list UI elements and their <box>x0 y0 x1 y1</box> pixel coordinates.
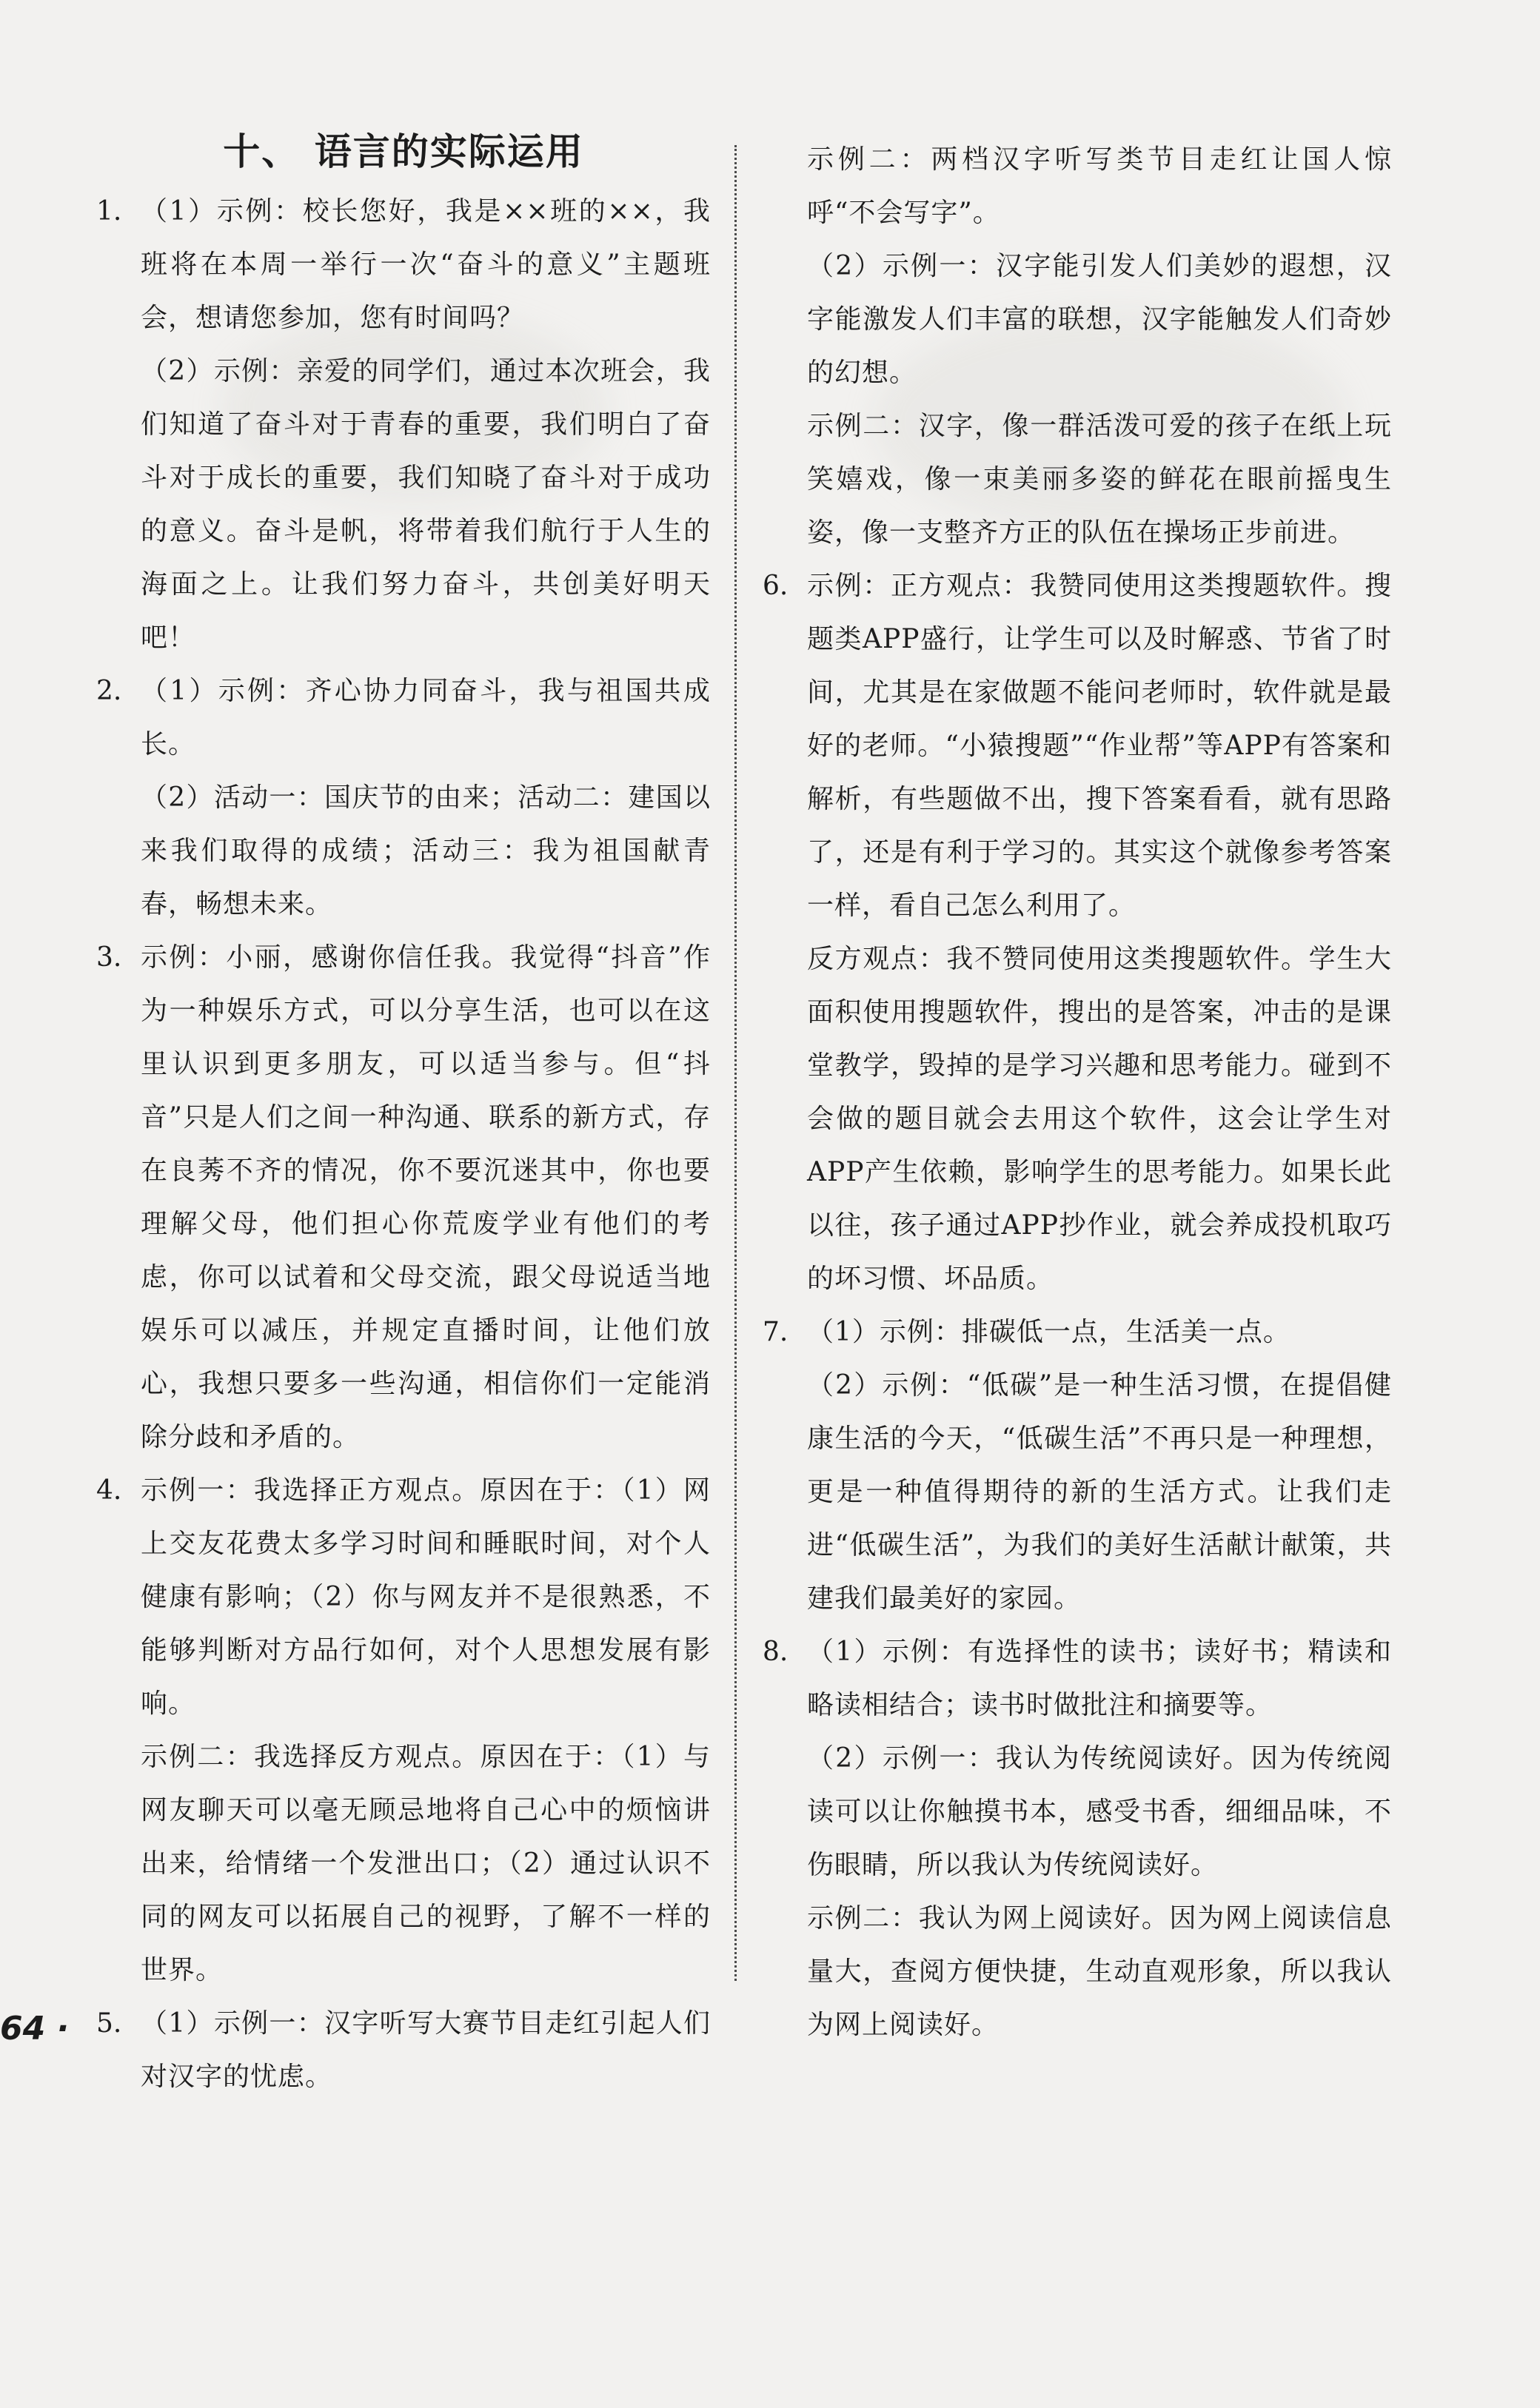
item-number: 5. <box>96 2008 122 2039</box>
answer-paragraph: （1）示例一：汉字听写大赛节目走红引起人们对汉字的忧虑。 <box>141 2008 711 2092</box>
answer-item-5-continued <box>763 133 1392 560</box>
column-divider <box>734 145 737 1981</box>
answer-item-6 <box>763 560 1392 1306</box>
page-number: 64 · <box>0 2010 70 2048</box>
answer-paragraph: 反方观点：我不赞同使用这类搜题软件。学生大面积使用搜题软件，搜出的是答案，冲击的是课堂教学，毁掉的是学习兴趣和思考能力。碰到不会做的题目就会去用这个软件，这会让学生对APP产生依赖，影响学生的思考能力。如果长此以往，孩子通过APP抄作业，就会养成投机取巧的坏习惯、坏品质。 <box>807 944 1392 1294</box>
left-column <box>96 126 711 2104</box>
answer-paragraph: （1）示例：排碳低一点，生活美一点。 <box>807 1317 1290 1347</box>
answer-item-7 <box>763 1306 1392 1626</box>
item-number: 4. <box>96 1475 122 1506</box>
answer-paragraph: 示例一：我选择正方观点。原因在于：（1）网上交友花费太多学习时间和睡眠时间，对个人健康有影响；（2）你与网友并不是很熟悉，不能够判断对方品行如何，对个人思想发展有影响。 <box>141 1475 711 1719</box>
answer-paragraph: 示例二：汉字，像一群活泼可爱的孩子在纸上玩笑嬉戏，像一束美丽多姿的鲜花在眼前摇曳生姿，像一支整齐方正的队伍在操场正步前进。 <box>807 411 1392 548</box>
answer-item-1 <box>96 185 711 665</box>
answer-paragraph: （2）示例一：汉字能引发人们美妙的遐想，汉字能激发人们丰富的联想，汉字能触发人们奇妙的幻想。 <box>807 251 1392 388</box>
item-number: 3. <box>96 942 122 973</box>
item-number: 8. <box>763 1637 789 1667</box>
section-title: 十、 语言的实际运用 <box>223 130 584 173</box>
answer-paragraph: 示例：小丽，感谢你信任我。我觉得“抖音”作为一种娱乐方式，可以分享生活，也可以在这里认识到更多朋友，可以适当参与。但“抖音”只是人们之间一种沟通、联系的新方式，存在良莠不齐的情况，你不要沉迷其中，你也要理解父母，他们担心你荒废学业有他们的考虑，你可以试着和父母交流，跟父母说适当地娱乐可以减压，并规定直播时间，让他们放心，我想只要多一些沟通，相信你们一定能消除分歧和矛盾的。 <box>141 942 711 1452</box>
right-column <box>763 133 1392 2052</box>
answer-paragraph: 示例二：我认为网上阅读好。因为网上阅读信息量大，查阅方便快捷，生动直观形象，所以我认为网上阅读好。 <box>807 1903 1392 2040</box>
item-number: 2. <box>96 676 122 706</box>
item-number: 7. <box>763 1317 789 1347</box>
answer-item-2 <box>96 665 711 931</box>
answer-paragraph: （2）活动一：国庆节的由来；活动二：建国以来我们取得的成绩；活动三：我为祖国献青春，畅想未来。 <box>141 782 711 919</box>
answer-paragraph: （1）示例：校长您好，我是××班的××，我班将在本周一举行一次“奋斗的意义”主题班会，想请您参加，您有时间吗？ <box>141 196 711 333</box>
answer-item-8 <box>763 1626 1392 2052</box>
answer-paragraph: （1）示例：有选择性的读书；读好书；精读和略读相结合；读书时做批注和摘要等。 <box>807 1637 1392 1720</box>
answer-paragraph: （1）示例：齐心协力同奋斗，我与祖国共成长。 <box>141 676 711 759</box>
item-number: 1. <box>96 196 122 227</box>
answer-paragraph: 示例：正方观点：我赞同使用这类搜题软件。搜题类APP盛行，让学生可以及时解惑、节省了时间，尤其是在家做题不能问老师时，软件就是最好的老师。“小猿搜题”“作业帮”等APP有答案和解析，有些题做不出，搜下答案看看，就有思路了，还是有利于学习的。其实这个就像参考答案一样，看自己怎么利用了。 <box>807 571 1392 921</box>
answer-item-4 <box>96 1464 711 1997</box>
answer-paragraph: 示例二：两档汉字听写类节目走红让国人惊呼“不会写字”。 <box>807 144 1392 228</box>
answer-paragraph: 示例二：我选择反方观点。原因在于：（1）与网友聊天可以毫无顾忌地将自己心中的烦恼讲出来，给情绪一个发泄出口；（2）通过认识不同的网友可以拓展自己的视野，了解不一样的世界。 <box>141 1742 711 1985</box>
item-number: 6. <box>763 571 789 601</box>
answer-paragraph: （2）示例：“低碳”是一种生活习惯，在提倡健康生活的今天，“低碳生活”不再只是一种理想，更是一种值得期待的新的生活方式。让我们走进“低碳生活”，为我们的美好生活献计献策，共建我们最美好的家园。 <box>807 1370 1392 1614</box>
answer-paragraph: （2）示例一：我认为传统阅读好。因为传统阅读可以让你触摸书本，感受书香，细细品味，不伤眼睛，所以我认为传统阅读好。 <box>807 1743 1392 1880</box>
answer-item-5 <box>96 1997 711 2104</box>
answer-paragraph: （2）示例：亲爱的同学们，通过本次班会，我们知道了奋斗对于青春的重要，我们明白了奋斗对于成长的重要，我们知晓了奋斗对于成功的意义。奋斗是帆，将带着我们航行于人生的海面之上。让我们努力奋斗，共创美好明天吧！ <box>141 356 711 653</box>
answer-item-3 <box>96 931 711 1464</box>
